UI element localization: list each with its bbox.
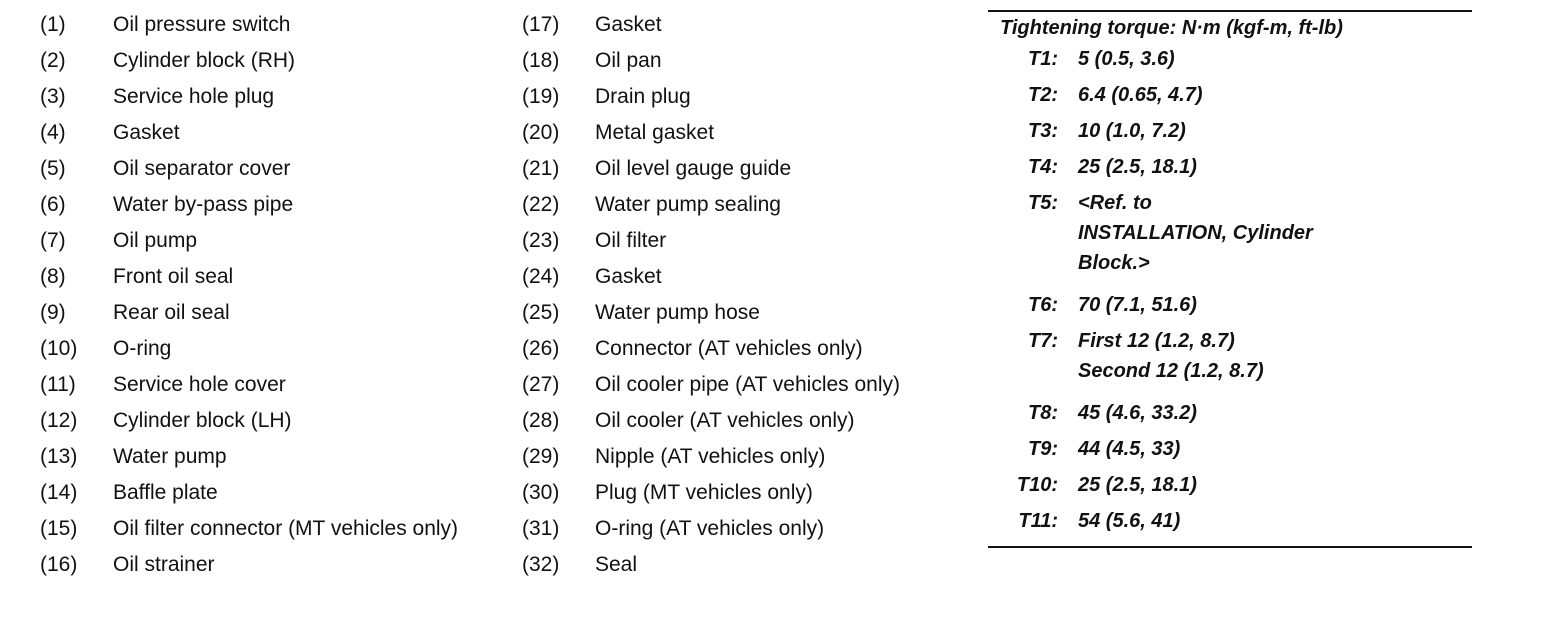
torque-value-line: 6.4 (0.65, 4.7) [1078,84,1203,106]
part-name: Oil pump [113,229,198,252]
torque-code: T7: [1028,330,1058,352]
torque-code: T8: [1028,402,1058,424]
part-row [522,118,972,148]
part-row [522,226,972,256]
torque-value [1078,398,1472,428]
part-name: Rear oil seal [113,301,230,324]
part-number: (27) [522,373,560,396]
torque-value-line: 25 (2.5, 18.1) [1078,156,1197,178]
torque-value [1078,116,1472,146]
torque-row [988,434,1472,464]
part-row [40,550,490,580]
torque-value-line: <Ref. to [1078,192,1152,214]
part-number: (17) [522,13,560,36]
part-name: Front oil seal [113,265,234,288]
part-name: Baffle plate [113,481,218,504]
part-number: (1) [40,13,66,36]
part-number: (12) [40,409,78,432]
part-number: (25) [522,301,560,324]
torque-value [1078,434,1472,464]
torque-value [1078,188,1472,278]
torque-row [988,116,1472,146]
part-row [522,478,972,508]
part-name: O-ring (AT vehicles only) [595,517,825,540]
part-number: (8) [40,265,66,288]
part-name: Gasket [595,13,662,36]
part-row [40,154,490,184]
torque-value-line: 54 (5.6, 41) [1078,510,1181,532]
part-name: Nipple (AT vehicles only) [595,445,826,468]
part-number: (7) [40,229,66,252]
part-row [522,82,972,112]
part-row [40,46,490,76]
part-number: (19) [522,85,560,108]
part-row [40,514,490,544]
torque-value [1078,80,1472,110]
torque-row [988,326,1472,386]
torque-value-line: INSTALLATION, Cylinder [1078,222,1313,244]
torque-value-line: First 12 (1.2, 8.7) [1078,330,1235,352]
part-row [522,298,972,328]
torque-value-line: Second 12 (1.2, 8.7) [1078,360,1264,382]
part-row [40,478,490,508]
parts-list-right [522,10,972,586]
part-number: (11) [40,373,76,396]
torque-value-line: Block.> [1078,252,1150,274]
part-name: Metal gasket [595,121,715,144]
torque-row [988,188,1472,278]
part-number: (5) [40,157,66,180]
part-number: (28) [522,409,560,432]
part-row [522,406,972,436]
part-number: (22) [522,193,560,216]
part-name: Water pump [113,445,227,468]
part-row [40,298,490,328]
torque-row [988,290,1472,320]
torque-code: T9: [1028,438,1058,460]
torque-bottom-rule [988,546,1472,548]
torque-code: T4: [1028,156,1058,178]
torque-table [988,10,1472,548]
torque-row [988,152,1472,182]
part-row [40,442,490,472]
part-name: Seal [595,553,638,576]
part-number: (21) [522,157,560,180]
part-row [522,154,972,184]
part-name: Water by-pass pipe [113,193,294,216]
part-name: Gasket [113,121,180,144]
part-name: Oil separator cover [113,157,291,180]
torque-title: Tightening torque: N·m (kgf-m, ft-lb) [1000,17,1343,39]
part-row [522,190,972,220]
part-row [40,118,490,148]
torque-code: T6: [1028,294,1058,316]
torque-code: T3: [1028,120,1058,142]
part-row [40,10,490,40]
part-number: (31) [522,517,560,540]
part-number: (10) [40,337,78,360]
part-number: (6) [40,193,66,216]
part-row [522,514,972,544]
parts-list-left [40,10,490,586]
torque-value-line: 44 (4.5, 33) [1078,438,1181,460]
torque-value [1078,290,1472,320]
part-name: Cylinder block (RH) [113,49,296,72]
part-row [522,334,972,364]
part-row [522,550,972,580]
torque-value [1078,326,1472,386]
part-number: (2) [40,49,66,72]
part-name: Oil strainer [113,553,215,576]
torque-value [1078,152,1472,182]
part-row [40,406,490,436]
torque-row [988,470,1472,500]
part-number: (23) [522,229,560,252]
part-number: (14) [40,481,78,504]
part-name: Oil pan [595,49,662,72]
torque-row [988,506,1472,536]
torque-value-line: 5 (0.5, 3.6) [1078,48,1175,70]
torque-value [1078,44,1472,74]
part-number: (4) [40,121,66,144]
torque-value-line: 10 (1.0, 7.2) [1078,120,1186,142]
part-number: (9) [40,301,66,324]
part-name: Gasket [595,265,662,288]
part-name: Plug (MT vehicles only) [595,481,813,504]
torque-code: T1: [1028,48,1058,70]
torque-value [1078,470,1472,500]
torque-code: T2: [1028,84,1058,106]
part-row [40,334,490,364]
part-number: (30) [522,481,560,504]
part-number: (20) [522,121,560,144]
torque-row [988,44,1472,74]
torque-value-line: 25 (2.5, 18.1) [1078,474,1197,496]
part-name: Oil cooler pipe (AT vehicles only) [595,373,901,396]
part-name: Oil filter [595,229,667,252]
part-row [522,442,972,472]
part-number: (29) [522,445,560,468]
part-row [40,370,490,400]
torque-row [988,80,1472,110]
part-row [40,226,490,256]
part-row [522,370,972,400]
part-number: (15) [40,517,78,540]
part-number: (24) [522,265,560,288]
part-number: (26) [522,337,560,360]
torque-code: T5: [1028,192,1058,214]
part-number: (13) [40,445,78,468]
part-row [40,82,490,112]
part-name: Service hole plug [113,85,275,108]
part-row [522,262,972,292]
part-number: (32) [522,553,560,576]
part-name: Oil cooler (AT vehicles only) [595,409,855,432]
part-name: Connector (AT vehicles only) [595,337,863,360]
torque-row [988,398,1472,428]
part-name: Cylinder block (LH) [113,409,292,432]
part-name: Oil filter connector (MT vehicles only) [113,517,459,540]
part-name: Water pump hose [595,301,760,324]
part-name: Water pump sealing [595,193,781,216]
torque-value-line: 70 (7.1, 51.6) [1078,294,1197,316]
part-name: Oil pressure switch [113,13,291,36]
part-name: O-ring [113,337,172,360]
part-number: (16) [40,553,78,576]
torque-value-line: 45 (4.6, 33.2) [1078,402,1197,424]
torque-code: T11: [1018,510,1058,532]
part-row [40,190,490,220]
part-name: Service hole cover [113,373,286,396]
torque-code: T10: [1016,474,1058,496]
part-row [522,10,972,40]
part-number: (3) [40,85,66,108]
part-row [40,262,490,292]
torque-rows [988,44,1472,536]
part-row [522,46,972,76]
torque-value [1078,506,1472,536]
part-number: (18) [522,49,560,72]
part-name: Drain plug [595,85,691,108]
part-name: Oil level gauge guide [595,157,792,180]
